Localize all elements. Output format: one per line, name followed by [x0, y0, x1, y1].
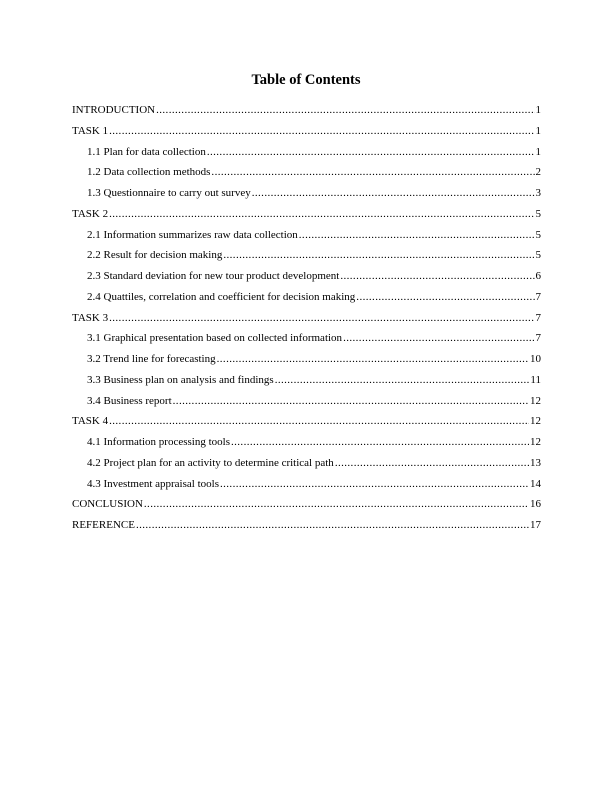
- toc-entry-title[interactable]: TASK 1: [72, 124, 109, 137]
- toc-page-number[interactable]: 13: [530, 456, 541, 469]
- toc-dot-leader: [220, 474, 529, 495]
- toc-page-number[interactable]: 12: [530, 436, 541, 448]
- toc-page-number[interactable]: 12: [530, 394, 541, 407]
- toc-entry[interactable]: [72, 349, 541, 370]
- toc-entry-title[interactable]: 3.4 Business report: [87, 394, 172, 407]
- toc-entry[interactable]: [72, 204, 541, 225]
- toc-entry-title[interactable]: TASK 2: [72, 207, 109, 220]
- toc-dot-leader: [275, 370, 530, 391]
- toc-entry[interactable]: [72, 287, 541, 308]
- toc-dot-leader: [207, 142, 535, 163]
- toc-page-number[interactable]: 5: [535, 228, 541, 241]
- toc-entry-title[interactable]: 1.3 Questionnaire to carry out survey: [87, 187, 251, 199]
- toc-entry[interactable]: [72, 142, 541, 163]
- toc-dot-leader: [340, 266, 534, 287]
- toc-entry-title[interactable]: 2.3 Standard deviation for new tour product development: [87, 270, 340, 282]
- toc-dot-leader: [136, 515, 529, 536]
- toc-dot-leader: [217, 349, 529, 370]
- toc-entry[interactable]: [72, 121, 541, 142]
- toc-page-number[interactable]: 7: [535, 332, 541, 345]
- toc-entry[interactable]: [72, 370, 541, 391]
- toc-entry-title[interactable]: 2.4 Quattiles, correlation and coefficient for decision making: [87, 290, 356, 303]
- toc-page-number[interactable]: 10: [530, 353, 541, 365]
- toc-entry[interactable]: [72, 494, 541, 515]
- toc-dot-leader: [211, 162, 534, 183]
- toc-entry-title[interactable]: 4.2 Project plan for an activity to determine critical path: [87, 456, 334, 469]
- toc-page-number[interactable]: 16: [530, 498, 541, 511]
- toc-dot-leader: [144, 494, 529, 515]
- toc-entry-title[interactable]: INTRODUCTION: [72, 104, 156, 116]
- toc-entry-title[interactable]: 4.1 Information processing tools: [87, 436, 230, 448]
- toc-page-number[interactable]: 6: [535, 270, 541, 282]
- toc-entry-title[interactable]: CONCLUSION: [72, 498, 143, 511]
- toc-dot-leader: [109, 204, 534, 225]
- toc-page-number[interactable]: 2: [535, 166, 541, 179]
- toc-dot-leader: [231, 432, 529, 453]
- toc-page-number[interactable]: 14: [530, 477, 541, 490]
- toc-entry[interactable]: [72, 453, 541, 474]
- toc-entry[interactable]: [72, 245, 541, 266]
- toc-entry[interactable]: [72, 328, 541, 349]
- toc-page-number[interactable]: 1: [535, 104, 541, 116]
- toc-entry[interactable]: [72, 411, 541, 432]
- toc-dot-leader: [223, 245, 534, 266]
- toc-entry[interactable]: [72, 100, 541, 121]
- toc-entry-title[interactable]: 3.3 Business plan on analysis and findings: [87, 373, 274, 386]
- toc-page-number[interactable]: 5: [535, 249, 541, 262]
- toc-entry[interactable]: [72, 266, 541, 287]
- toc-page-number[interactable]: 7: [535, 290, 541, 303]
- toc-entry-title[interactable]: TASK 4: [72, 415, 109, 428]
- toc-entry[interactable]: [72, 391, 541, 412]
- toc-entry-title[interactable]: 3.1 Graphical presentation based on collected information: [87, 332, 343, 345]
- toc-dot-leader: [335, 453, 529, 474]
- toc-title: Table of Contents: [251, 72, 361, 88]
- toc-page-number[interactable]: 1: [535, 145, 541, 158]
- toc-entry-title[interactable]: 1.2 Data collection methods: [87, 166, 211, 179]
- toc-dot-leader: [343, 328, 534, 349]
- toc-entry-title[interactable]: REFERENCE: [72, 519, 135, 531]
- toc-page-number[interactable]: 11: [530, 373, 541, 386]
- toc-dot-leader: [252, 183, 535, 204]
- toc-dot-leader: [109, 308, 534, 329]
- toc-dot-leader: [109, 121, 534, 142]
- toc-page-number[interactable]: 12: [530, 415, 541, 428]
- toc-entry[interactable]: [72, 162, 541, 183]
- toc-page-number[interactable]: 17: [530, 519, 541, 531]
- toc-entry[interactable]: [72, 225, 541, 246]
- toc-dot-leader: [156, 100, 534, 121]
- toc-entry[interactable]: [72, 474, 541, 495]
- toc-page-number[interactable]: 5: [535, 207, 541, 220]
- toc-entry[interactable]: [72, 308, 541, 329]
- toc-entry-title[interactable]: 2.2 Result for decision making: [87, 249, 223, 262]
- toc-page-number[interactable]: 3: [535, 187, 541, 199]
- toc-entry[interactable]: [72, 515, 541, 536]
- toc-page-number[interactable]: 1: [535, 124, 541, 137]
- toc-entry-title[interactable]: TASK 3: [72, 311, 109, 324]
- toc-entry-title[interactable]: 1.1 Plan for data collection: [87, 145, 206, 158]
- toc-dot-leader: [356, 287, 534, 308]
- toc-list: [72, 100, 541, 536]
- toc-entry[interactable]: [72, 183, 541, 204]
- toc-entry-title[interactable]: 4.3 Investment appraisal tools: [87, 477, 219, 490]
- toc-page-number[interactable]: 7: [535, 311, 541, 324]
- toc-dot-leader: [173, 391, 529, 412]
- toc-entry[interactable]: [72, 432, 541, 453]
- toc-dot-leader: [109, 411, 529, 432]
- toc-entry-title[interactable]: 2.1 Information summarizes raw data collection: [87, 228, 298, 241]
- toc-dot-leader: [299, 225, 535, 246]
- toc-entry-title[interactable]: 3.2 Trend line for forecasting: [87, 353, 216, 365]
